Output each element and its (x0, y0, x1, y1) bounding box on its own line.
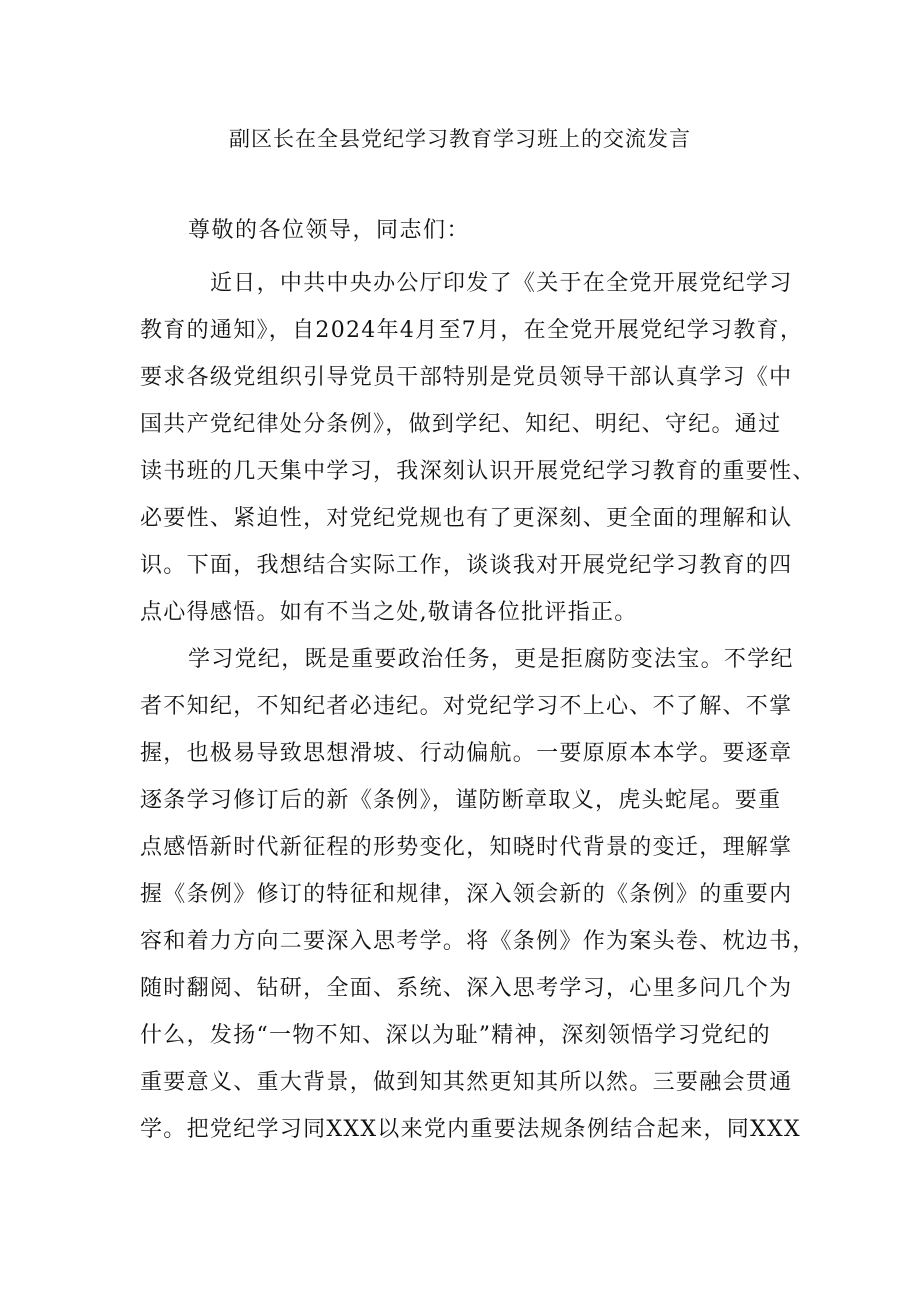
text-line: 什么，发扬“一物不知、深以为耻”精神，深刻领悟学习党纪的 (140, 1023, 771, 1048)
text-line: 握《条例》修订的特征和规律，深入领会新的《条例》的重要内 (140, 882, 793, 907)
text-line: 点心得感悟。如有不当之处,敬请各位批评指正。 (140, 600, 638, 625)
text-line: 要求各级党组织引导党员干部特别是党员领导干部认真学习《中 (140, 365, 793, 390)
text-line: 者不知纪，不知纪者必违纪。对党纪学习不上心、不了解、不掌 (140, 694, 793, 719)
text-line: 握，也极易导致思想滑坡、行动偏航。一要原原本本学。要逐章 (140, 741, 793, 766)
text-line: 点感悟新时代新征程的形势变化，知晓时代背景的变迁，理解掌 (140, 835, 793, 860)
text-line: 近日，中共中央办公厅印发了《关于在全党开展党纪学习 (210, 271, 793, 296)
text-line: 读书班的几天集中学习，我深刻认识开展党纪学习教育的重要性、 (140, 459, 816, 484)
paragraph-intro (140, 260, 816, 636)
text-line: 国共产党纪律处分条例》，做到学纪、知纪、明纪、守纪。通过 (140, 412, 782, 437)
text-line: 必要性、紧迫性，对党纪党规也有了更深刻、更全面的理解和认 (140, 506, 793, 531)
text-line: 逐条学习修订后的新《条例》，谨防断章取义，虎头蛇尾。要重 (140, 788, 782, 813)
paragraph-study-discipline (140, 636, 816, 1153)
text-line: 重要意义、重大背景，做到知其然更知其所以然。三要融会贯通 (140, 1070, 793, 1095)
salutation: 尊敬的各位领导，同志们： (188, 218, 471, 243)
text-line: 随时翻阅、钻研，全面、系统、深入思考学习，心里多问几个为 (140, 976, 793, 1001)
document-title: 副区长在全县党纪学习教育学习班上的交流发言 (229, 127, 691, 151)
text-line: 教育的通知》，自2024年4月至7月，在全党开展党纪学习教育， (140, 318, 804, 343)
text-line: 学习党纪，既是重要政治任务，更是拒腐防变法宝。不学纪 (188, 647, 794, 672)
text-line: 学。把党纪学习同XXX以来党内重要法规条例结合起来，同XXX (140, 1117, 801, 1142)
text-line: 识。下面，我想结合实际工作，谈谈我对开展党纪学习教育的四 (140, 553, 793, 578)
text-line: 容和着力方向二要深入思考学。将《条例》作为案头卷、枕边书， (140, 929, 816, 954)
